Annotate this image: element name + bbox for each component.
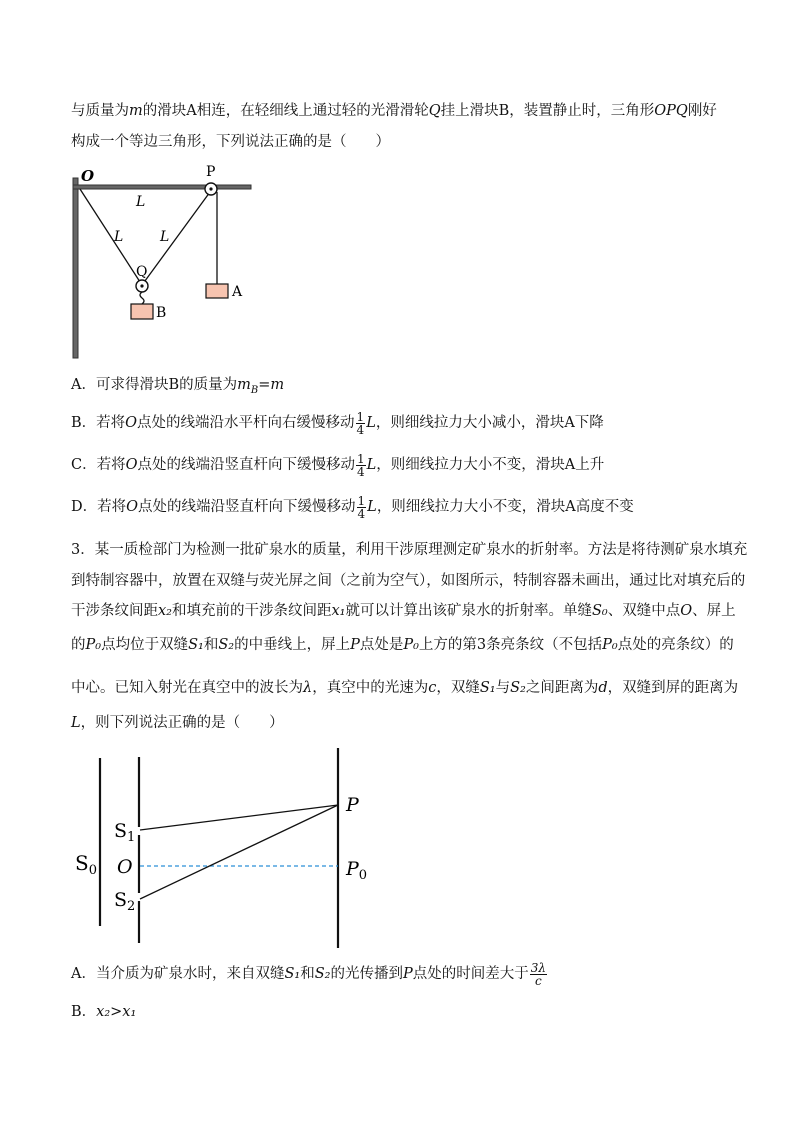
q3-P0: P₀ [85, 637, 102, 653]
label-P: P [206, 164, 216, 180]
option-d-O: O [126, 499, 139, 515]
q2-figure [60, 162, 270, 362]
option-c-text: ，则细线拉力大小不变，滑块A上升 [376, 457, 605, 473]
q3-option-a-S2: S₂ [314, 966, 331, 982]
option-b-text: 点处的线端沿水平杆向右缓慢移动 [137, 415, 355, 431]
option-d-text: ，则细线拉力大小不变，滑块A高度不变 [376, 499, 634, 515]
q3-option-b [71, 1002, 136, 1022]
q3-x1: x₁ [331, 603, 346, 619]
q3-text: 、双缝中点 [607, 603, 681, 619]
q3-text: ，则下列说法正确的是（ ） [80, 715, 284, 731]
q3-text: 上方的第3条亮条纹（不包括 [418, 637, 603, 653]
label-L-left: L [114, 229, 124, 245]
q2-stem-text: 挂上滑块B，装置静止时，三角形 [440, 103, 655, 119]
fraction-quarter [357, 495, 367, 520]
option-c-O: O [125, 457, 138, 473]
frac-den: 4 [357, 506, 366, 521]
q3-L: L [71, 715, 81, 731]
q3-option-a-text: 的光传播到 [330, 966, 403, 982]
q3-text: 干涉条纹间距 [71, 603, 158, 619]
option-c-L: L [366, 457, 377, 473]
q3-option-a-S1: S₁ [284, 966, 301, 982]
frac-num: 1 [356, 409, 365, 424]
q3-text: 与 [495, 680, 511, 696]
q3-x2: x₂ [158, 603, 172, 619]
option-b-O: O [125, 415, 138, 431]
option-a-text: A．可求得滑块B的质量为 [71, 377, 238, 393]
q3-option-b-text: B． [71, 1004, 97, 1020]
q3-stem-line2: 到特制容器中，放置在双缝与荧光屏之间（之前为空气），如图所示，特制容器未画出，通过比对填充后的 [71, 573, 746, 589]
option-a-eq: =m [258, 377, 285, 393]
label-A: A [232, 284, 243, 300]
frac-num: 1 [357, 493, 366, 508]
label-B: B [156, 305, 167, 321]
label-L-right: L [160, 229, 170, 245]
q2-stem-text: 的滑块A相连，在轻细线上通过轻的光滑滑轮 [142, 103, 429, 119]
q3-option-a [71, 960, 548, 988]
q3-text: 的中垂线上，屏上 [234, 637, 351, 653]
q3-c: c [428, 680, 437, 696]
vertical-rod [73, 178, 78, 358]
option-d-L: L [367, 499, 377, 515]
option-c-text: 点处的线端沿竖直杆向下缓慢移动 [137, 457, 355, 473]
q3-text: 就可以计算出该矿泉水的折射率。单缝 [345, 603, 592, 619]
q3-option-a-text: 点处的时间差大于 [412, 966, 529, 982]
option-b-text: B．若将 [71, 415, 126, 431]
fraction-quarter [356, 411, 366, 436]
q2-option-c [71, 452, 604, 478]
q3-lambda: λ [303, 680, 313, 696]
pulley-Q-axle [140, 284, 143, 287]
string-QP [142, 192, 210, 285]
label-P: P [346, 794, 359, 816]
q3-option-a-P: P [402, 966, 413, 982]
option-d-text: 点处的线端沿竖直杆向下缓慢移动 [138, 499, 356, 515]
label-L-top: L [136, 194, 146, 210]
q2-stem-text: 与质量为 [71, 103, 129, 119]
q3-text: 之间距离为 [525, 680, 599, 696]
q3-S0: S₀ [592, 603, 608, 619]
q3-text: 、屏上 [692, 603, 736, 619]
q3-text: 点均位于双缝 [101, 637, 189, 653]
block-A [206, 284, 228, 298]
q3-P0: P₀ [602, 637, 618, 653]
q2-option-a [71, 375, 284, 401]
frac-num: 1 [357, 451, 365, 466]
hook [140, 292, 144, 304]
label-O: O [81, 167, 95, 185]
q3-text: ，真空中的光速为 [312, 680, 429, 696]
q3-option-b-expr: x₂>x₁ [96, 1004, 137, 1020]
q3-text: 和 [203, 637, 219, 653]
q3-text: ，双缝到屏的距离为 [607, 680, 739, 696]
option-b-text: ，则细线拉力大小减小，滑块A下降 [375, 415, 604, 431]
q2-option-d [71, 494, 634, 520]
q3-text: 和填充前的干涉条纹间距 [172, 603, 332, 619]
q2-option-b [71, 410, 604, 436]
q3-O: O [680, 603, 693, 619]
q3-option-a-text: A．当介质为矿泉水时，来自双缝 [71, 966, 285, 982]
q3-text: ，双缝 [436, 680, 480, 696]
q3-P: P [350, 637, 360, 653]
fraction-3lambda-over-c [530, 962, 547, 987]
q3-stem-line6 [71, 713, 284, 733]
option-c-text: C．若将 [71, 457, 126, 473]
label-S1: $S_1$ [114, 820, 136, 845]
label-S0: $S_0$ [75, 851, 97, 878]
frac-den: c [535, 973, 542, 988]
q3-S1: S₁ [479, 680, 496, 696]
q3-stem-line4 [71, 635, 734, 655]
ray-S2-P [140, 805, 338, 899]
fraction-quarter [356, 453, 366, 478]
label-O: O [117, 856, 133, 878]
frac-den: 4 [356, 422, 365, 437]
option-d-text: D．若将 [71, 499, 127, 515]
q3-text: 的 [71, 637, 86, 653]
label-S2: $S_2$ [114, 889, 136, 914]
ray-S1-P [140, 805, 338, 830]
option-a-subscript: B [250, 384, 259, 396]
horizontal-rod [73, 185, 251, 189]
q3-text: 中心。已知入射光在真空中的波长为 [71, 680, 303, 696]
option-b-L: L [366, 415, 376, 431]
block-B [131, 304, 153, 319]
q2-stem-line1 [71, 101, 717, 121]
q3-stem-line3 [71, 601, 736, 621]
frac-num: 3λ [530, 960, 546, 975]
q3-S2: S₂ [218, 637, 235, 653]
q3-S2: S₂ [510, 680, 526, 696]
frac-den: 4 [357, 464, 365, 479]
label-Q: Q [136, 264, 148, 280]
q3-S1: S₁ [188, 637, 204, 653]
label-P0: $P_0$ [346, 858, 368, 883]
q2-stem-text: 刚好 [687, 103, 717, 119]
q2-OPQ-symbol: OPQ [654, 103, 688, 119]
q3-d: d [598, 680, 608, 696]
option-a-symbol: m [237, 377, 251, 393]
string-OQ [80, 189, 142, 285]
q3-figure [70, 743, 380, 953]
q3-stem-line1: 3．某一质检部门为检测一批矿泉水的质量，利用干涉原理测定矿泉水的折射率。方法是将待测矿泉水填充 [71, 542, 748, 558]
q2-Q-symbol: Q [428, 103, 441, 119]
q3-text: 点处的亮条纹）的 [617, 637, 734, 653]
q3-text: 点处是 [359, 637, 404, 653]
q3-stem-line5 [71, 678, 738, 698]
q3-option-a-text: 和 [300, 966, 315, 982]
q2-mass-symbol: m [129, 103, 143, 119]
q3-P0: P₀ [403, 637, 419, 653]
q2-stem-line2: 构成一个等边三角形，下列说法正确的是（ ） [71, 134, 390, 150]
pulley-P-axle [209, 187, 212, 190]
